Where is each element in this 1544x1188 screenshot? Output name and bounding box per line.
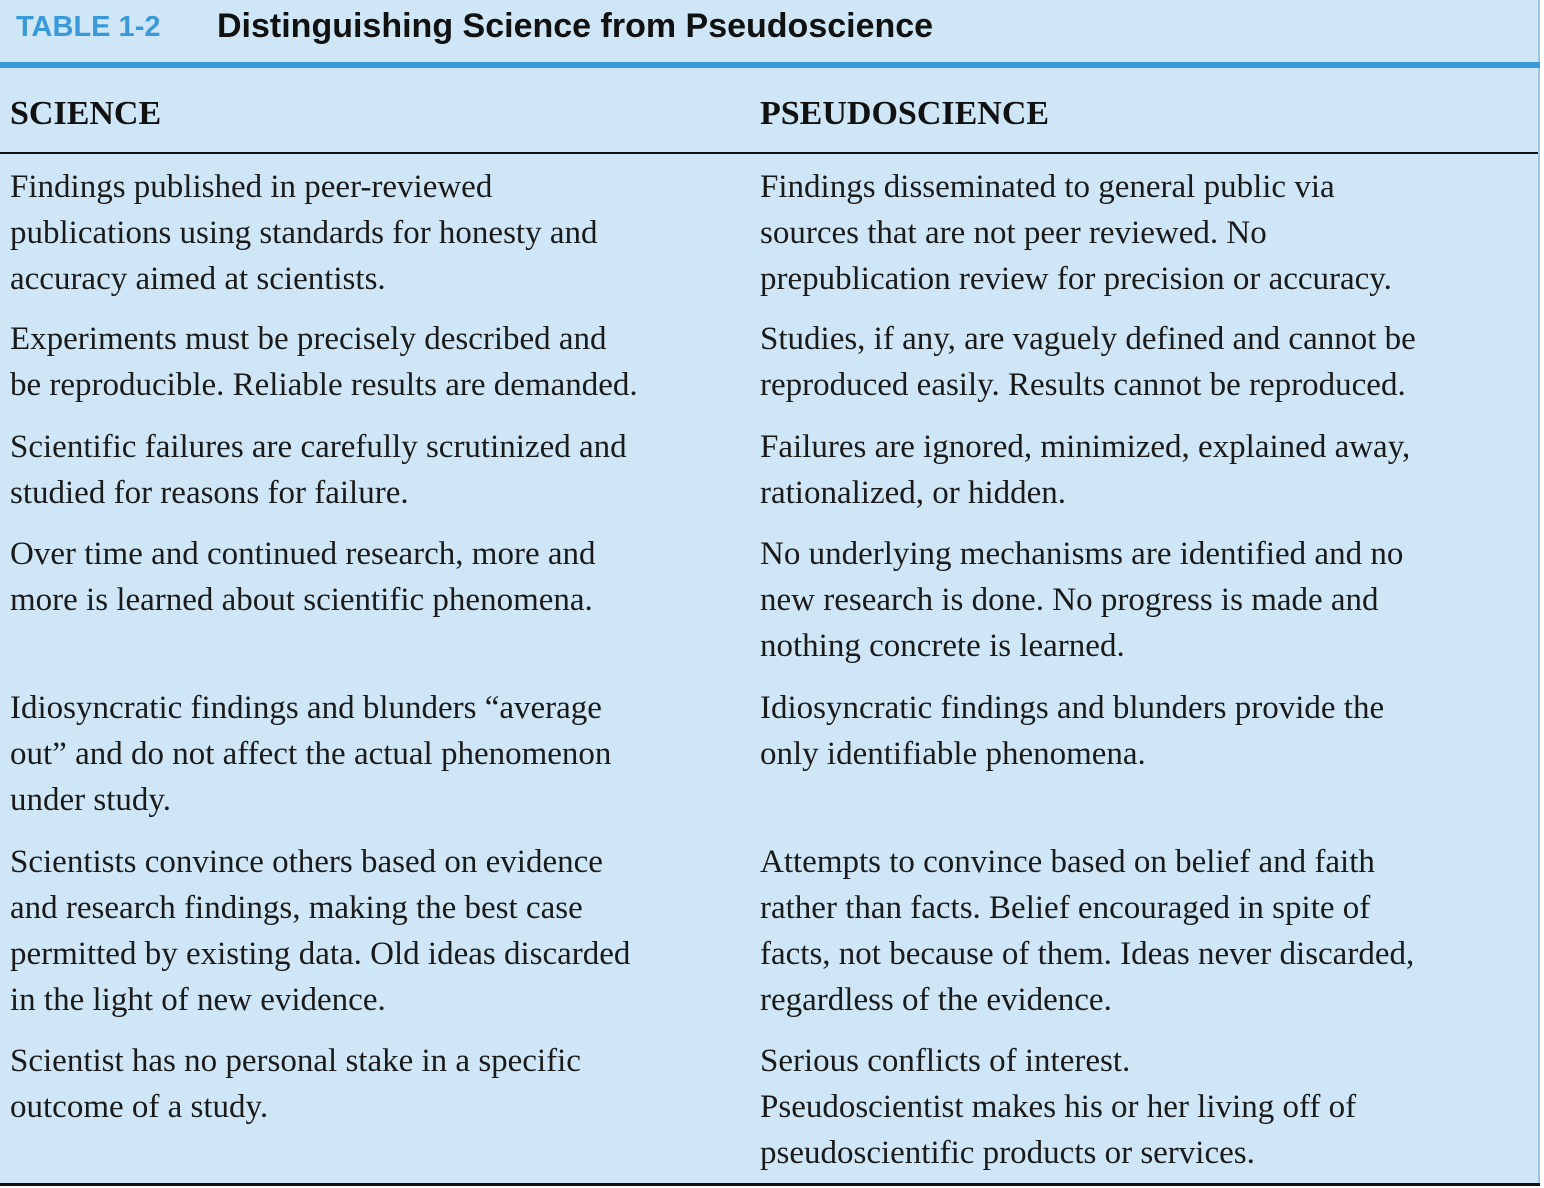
table-cell-pseudoscience: Failures are ignored, minimized, explained away, rationalized, or hidden. — [760, 429, 1411, 511]
table-cell-pseudoscience: Findings disseminated to general public via sources that are not peer reviewed. No prepublication review for precision or accuracy. — [760, 169, 1392, 297]
table-title-bar — [0, 0, 1540, 68]
table-cell-science: Experiments must be precisely described and be reproducible. Reliable results are demanded. — [10, 321, 638, 403]
table-cell-pseudoscience: Attempts to convince based on belief and faith rather than facts. Belief encouraged in spite of facts, not because of them. Ideas never discarded, regardless of the evidence. — [760, 844, 1415, 1018]
table-cell-science: Findings published in peer-reviewed publications using standards for honesty and accuracy aimed at scientists. — [10, 169, 598, 297]
table-cell-pseudoscience: No underlying mechanisms are identified and no new research is done. No progress is made and nothing concrete is learned. — [760, 536, 1404, 664]
table-cell-science: Scientists convince others based on evidence and research findings, making the best case permitted by existing data. Old ideas discarded in the light of new evidence. — [10, 844, 631, 1018]
table-number: TABLE 1-2 — [16, 11, 161, 43]
table-title: Distinguishing Science from Pseudoscience — [217, 7, 934, 45]
table-cell-science: Idiosyncratic findings and blunders “average out” and do not affect the actual phenomenon under study. — [10, 690, 612, 818]
table-cell-pseudoscience: Idiosyncratic findings and blunders provide the only identifiable phenomena. — [760, 690, 1385, 772]
table-cell-science: Scientific failures are carefully scrutinized and studied for reasons for failure. — [10, 429, 627, 511]
table-cell-science: Scientist has no personal stake in a specific outcome of a study. — [10, 1043, 581, 1125]
table-cell-pseudoscience: Serious conflicts of interest. Pseudoscientist makes his or her living off of pseudoscientific products or services. — [760, 1043, 1357, 1171]
column-header-pseudoscience: PSEUDOSCIENCE — [760, 95, 1050, 132]
table-cell-pseudoscience: Studies, if any, are vaguely defined and cannot be reproduced easily. Results cannot be reproduced. — [760, 321, 1416, 403]
table-header-row — [0, 74, 1538, 154]
column-header-science: SCIENCE — [10, 95, 162, 132]
table-cell-science: Over time and continued research, more and more is learned about scientific phenomena. — [10, 536, 596, 618]
table-bottom-rule — [0, 1183, 1540, 1186]
